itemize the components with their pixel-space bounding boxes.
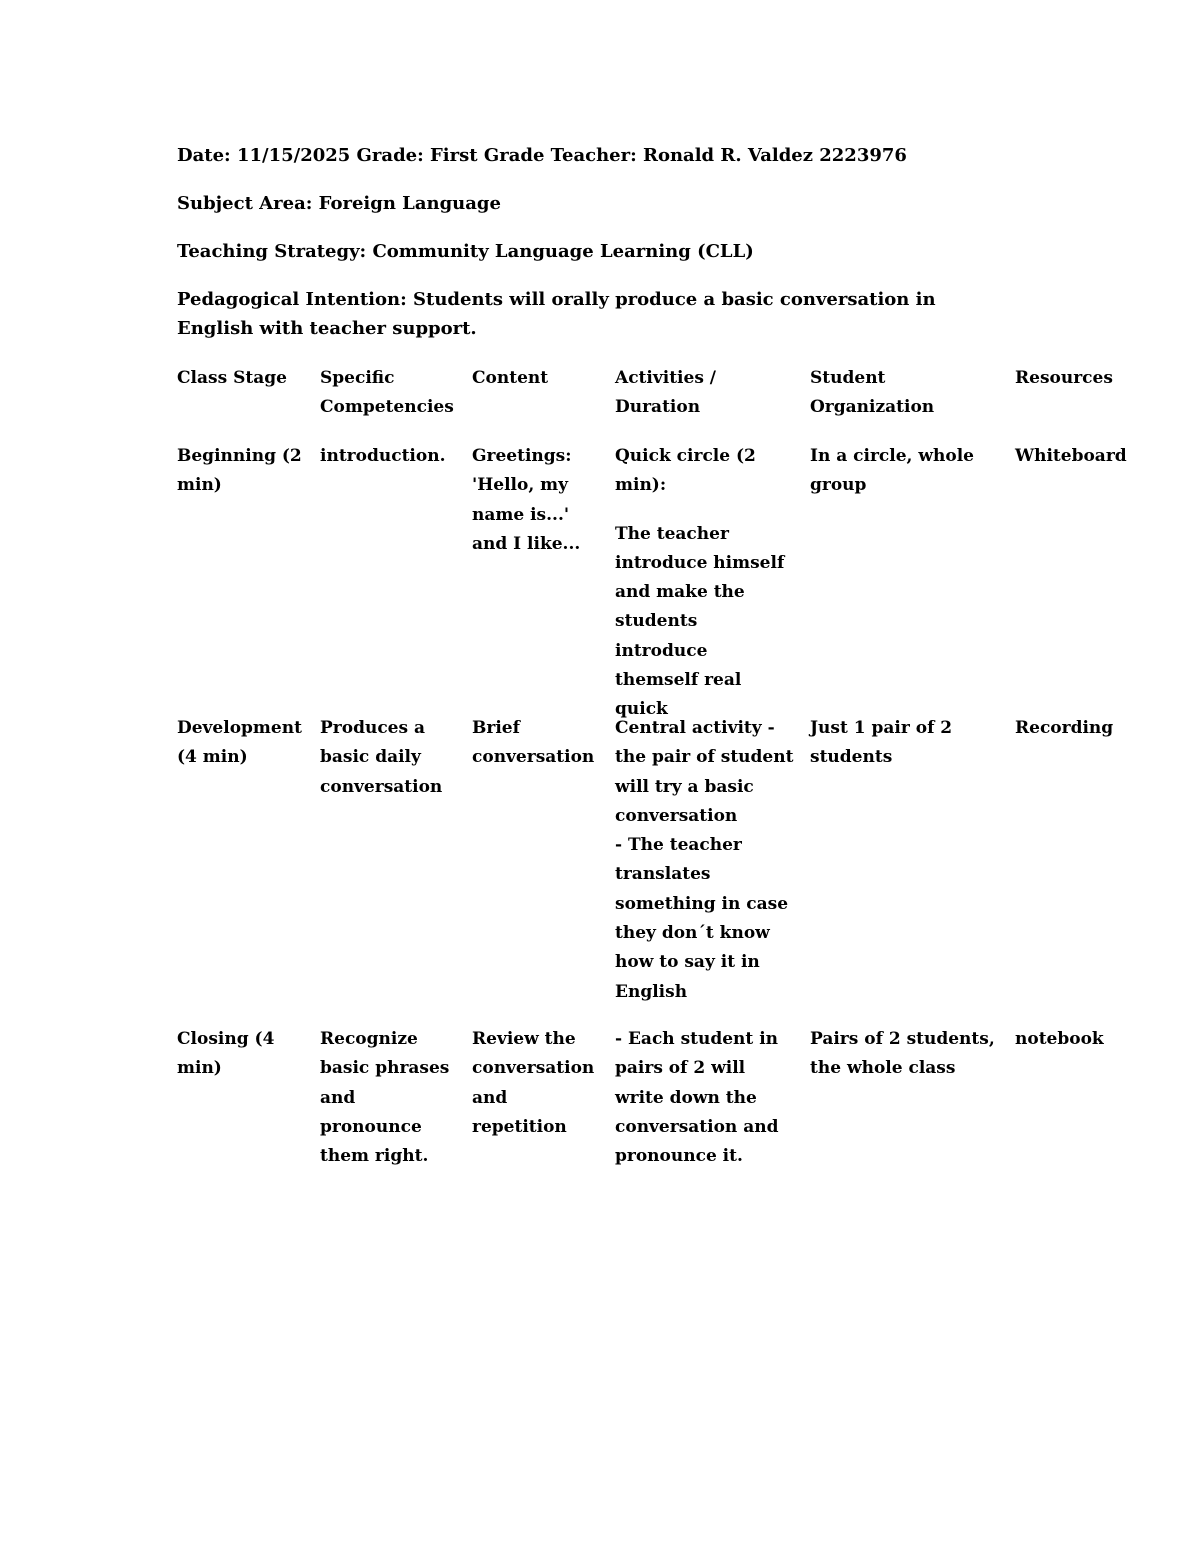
table-row: [177, 714, 1137, 1025]
table-header-row: [177, 364, 1137, 442]
column-header: Activities / Duration: [615, 368, 717, 418]
organization-cell: Pairs of 2 students, the whole class: [810, 1029, 995, 1079]
resources-cell: notebook: [1015, 1029, 1104, 1049]
column-header: Student Organization: [810, 368, 935, 418]
activities-cell: [615, 714, 795, 1007]
pedagogical-intention: Pedagogical Intention: Students will orally produce a basic conversation in English with teacher support.: [177, 289, 936, 339]
lesson-plan-header: [177, 141, 1137, 343]
competencies-cell: Produces a basic daily conversation: [320, 718, 443, 797]
teaching-strategy: Teaching Strategy: Community Language Learning (CLL): [177, 241, 754, 262]
organization-cell: Just 1 pair of 2 students: [810, 718, 953, 768]
date-grade-teacher: Date: 11/15/2025 Grade: First Grade Teacher: Ronald R. Valdez 2223976: [177, 145, 907, 166]
resources-cell: Whiteboard: [1015, 446, 1127, 466]
column-header: Content: [472, 368, 549, 388]
table-row: [177, 442, 1137, 720]
resources-cell: Recording: [1015, 718, 1114, 738]
activities-cell: [615, 442, 795, 725]
activity-title: Central activity - the pair of student will try a basic conversation: [615, 718, 794, 826]
class-stage-cell: Closing (4 min): [177, 1029, 275, 1079]
activities-cell: - Each student in pairs of 2 will write down the conversation and pronounce it.: [615, 1029, 779, 1167]
competencies-cell: introduction.: [320, 446, 446, 466]
column-header: Class Stage: [177, 368, 287, 388]
column-header: Resources: [1015, 368, 1113, 388]
class-stage-cell: Beginning (2 min): [177, 446, 302, 496]
activity-body: The teacher introduce himself and make the students introduce themself real quick: [615, 523, 785, 720]
activity-title: Quick circle (2 min):: [615, 446, 756, 496]
table-row: [177, 1025, 1137, 1175]
activity-body: - The teacher translates something in case they don´t know how to say it in English: [615, 835, 789, 1002]
organization-cell: In a circle, whole group: [810, 446, 974, 496]
subject-area: Subject Area: Foreign Language: [177, 193, 501, 214]
content-cell: Review the conversation and repetition: [472, 1029, 595, 1137]
column-header: Specific Competencies: [320, 368, 454, 418]
lesson-plan-table: [177, 364, 1137, 1175]
competencies-cell: Recognize basic phrases and pronounce them right.: [320, 1029, 450, 1167]
content-cell: Brief conversation: [472, 718, 595, 768]
class-stage-cell: Development (4 min): [177, 718, 302, 768]
content-cell: Greetings: 'Hello, my name is...' and I like...: [472, 446, 581, 554]
